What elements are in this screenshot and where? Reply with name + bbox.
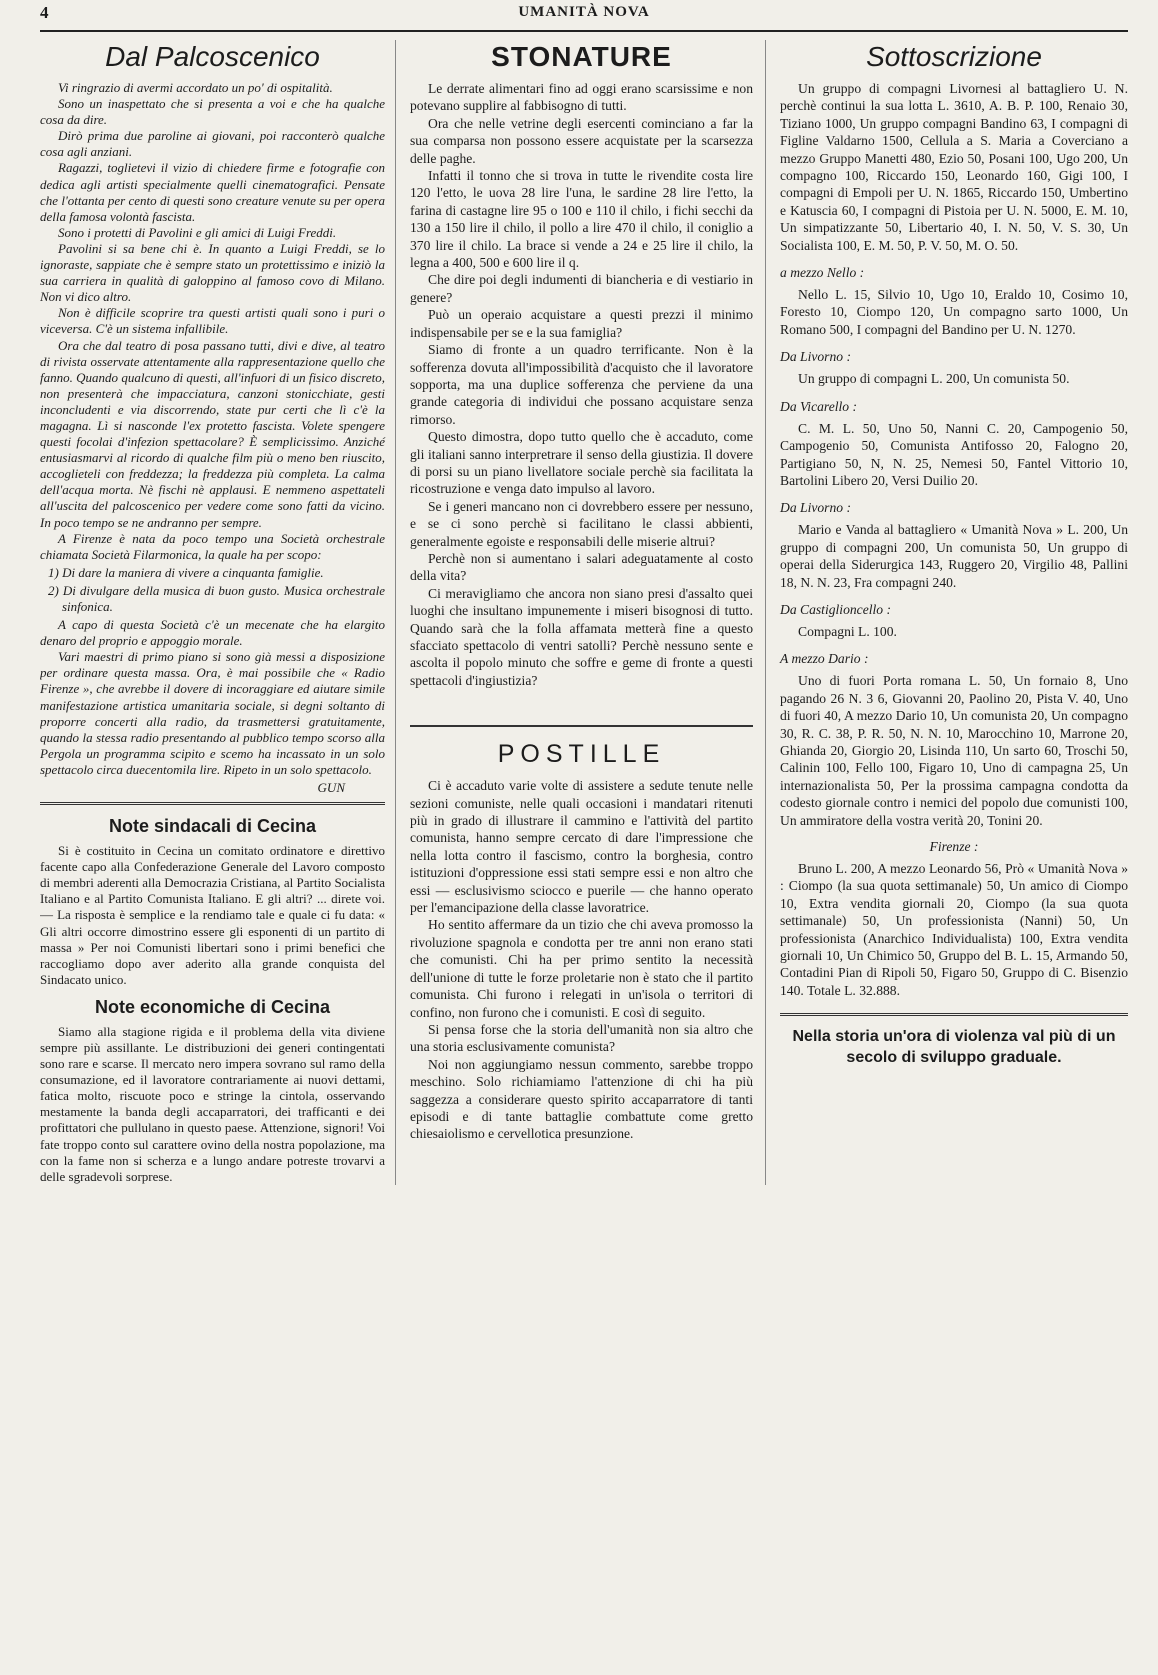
paragraph: Pavolini si sa bene chi è. In quanto a Luigi Freddi, se lo ignoraste, sappiate che è sempre stato un protettissimo e iniziò la sua carriera in qualità di galoppino al famoso covo di Milano. Non vi dico altro. xyxy=(40,240,385,305)
paragraph: Ragazzi, toglietevi il vizio di chiedere firme e fotografie con dedica agli artisti specialmente quelli cinematografici. Pensate che l'ottanta per cento di questi sono creature venute su per opera della famosa volontà fascista. xyxy=(40,160,385,224)
paragraph: Questo dimostra, dopo tutto quello che è accaduto, come gli italiani sanno interpretrare il senso della giustizia. Il dovere di porsi su un piano livellatore sociale perchè sia facilitata la ricostruzione e venga dato impulso al lavoro. xyxy=(410,429,753,497)
subscription-list: Bruno L. 200, A mezzo Leonardo 56, Prò « Umanità Nova » : Ciompo (la sua quota settimanale) 50, Un amico di Ciompo 10, Extra vendita giornali 20, Ciompo (la sua quota settimanale) 50, Un professionista (Nanni) 50, Un professionista (Anarchico Individualista) 100, Extra vendita giornali 10, Un Chimico 50, Gruppo del B. L. 15, Armando 50, Contadini Pian di Ripoli 50, Figaro 50, Gruppo di C. Bisenzio 140. Totale L. 32.888. xyxy=(780,861,1128,998)
paragraph: Ora che dal teatro di posa passano tutti, divi e dive, al teatro di rivista osservate attentamente alla rappresentazione quello che fanno. Quando qualcuno di questi, all'infuori di un fisico discreto, non presenterà che impacciatura, canzoni stonicchiate, gesti inconcludenti e via discorrendo, state pur certi che lì c'è la magagna. Lì si nasconde l'ex protetto fascista. Volete spengere questi focolai d'infezion spettacolare? È semplicissimo. Anziché entusiasmarvi al ricordo di qualche film più o meno ben riuscito, accoglieteli con freddezza; la freddezza più completa. La calma dell'acqua morta. Nè fischi nè applausi. E nemmeno aspettateli all'uscita del palcoscenico per vedere come sono fatti da vicino. In poco tempo se ne andranno per sempre. xyxy=(40,337,385,530)
article-heading-stonature: STONATURE xyxy=(491,41,672,72)
paragraph: Si pensa forse che la storia dell'umanità non sia altro che una storia esclusivamente comunista? xyxy=(410,1021,753,1055)
columns xyxy=(40,40,1128,1185)
column-center xyxy=(395,40,765,1185)
subscription-list: C. M. L. 50, Uno 50, Nanni C. 20, Campogenio 50, Campogenio 50, Comunista Antifosso 20, Falogno 20, Partigiano 50, N, N. 25, Nemesi 50, Fantel Vittorio 10, Bartolini Libero 20, Versi Duilio 20. xyxy=(780,420,1128,488)
group-label: A mezzo Dario : xyxy=(780,651,869,667)
article-heading-palcoscenico: Dal Palcoscenico xyxy=(105,41,320,72)
paragraph: Che dire poi degli indumenti di biancheria e di vestiario in genere? xyxy=(410,272,753,305)
article-heading-postille: POSTILLE xyxy=(497,740,666,769)
paragraph: Ora che nelle vetrine degli esercenti cominciano a far la sua comparsa non possono essere acquistate per la scarsezza delle paghe. xyxy=(410,115,753,166)
divider xyxy=(410,725,753,727)
paragraph: Ho sentito affermare da un tizio che chi aveva promosso la rivoluzione spagnola e condotta per tre anni non erano stati che comunisti. Chi ha per primo sentito la necessità dell'unione di tutte le forze proletarie non è stato che il partito comunista. Chi furono i relegati in un'isola o territori di confino, non furono che i comunisti. E così di seguito. xyxy=(410,917,753,1020)
group-label: Da Livorno : xyxy=(780,500,851,516)
group-label: Da Vicarello : xyxy=(780,398,858,414)
paragraph: Non è difficile scoprire tra questi artisti quali sono i puri o viceversa. C'è un sistema infallibile. xyxy=(40,305,385,337)
column-left xyxy=(40,40,395,1185)
divider xyxy=(40,802,385,805)
list-item: 2) Di divulgare della musica di buon gusto. Musica orchestrale sinfonica. xyxy=(48,582,385,614)
paragraph: Siamo di fronte a un quadro terrificante. Non è la sofferenza dovuta all'impossibilità d'acquisto che il lavoratore sopporta, ma una duplice sofferenza che perviene da una grande categoria di individui che possano acquistare senza rimorso. xyxy=(410,342,753,427)
group-label: Da Castiglioncello : xyxy=(780,601,892,617)
paragraph: Se i generi mancano non ci dovrebbero essere per nessuno, e se ci sono perchè si facilitano le classi abbienti, generalmente egoiste e responsabili delle miserie altrui? xyxy=(410,498,753,549)
paragraph: Noi non aggiungiamo nessun commento, sarebbe troppo meschino. Solo richiamiamo l'attenzione di chi ha più saggezza a considerare questo spirito accaparratore di tanti episodi e di tante battaglie combattute come gretto chiesaiolismo e cervellotica presunzione. xyxy=(410,1056,753,1142)
masthead xyxy=(40,0,1128,32)
article-heading-sottoscrizione: Sottoscrizione xyxy=(866,41,1042,72)
paragraph: Si è costituito in Cecina un comitato ordinatore e direttivo facente capo alla Confederazione Generale del Lavoro composto di membri aderenti alla Democrazia Cristiana, al Partito Socialista Italiano e al Partito Comunista Italiano. E gli altri? ... direte voi. — La risposta è semplice e la rendiamo tale e quale ci fu data: « Gli altri occorre dimostrino essere gli esponenti di un partito di massa » Per noi Comunisti libertari sono i primi benefici che raccogliamo dopo aver aderito alla grande conquista del Sindacato unico. xyxy=(40,843,385,987)
list-item: 1) Di dare la maniera di vivere a cinquanta famiglie. xyxy=(48,564,324,580)
group-label: Firenze : xyxy=(929,839,979,854)
subscription-list: Uno di fuori Porta romana L. 50, Un fornaio 8, Uno pagando 26 N. 3 6, Giovanni 20, Paolino 20, Pista V. 40, Uno di fuori 40, A mezzo Dario 10, Un comunista 20, Un compagno 30, R. C. 38, P. R. 50, N. N. 10, Marocchino 10, Marrone 20, Ghianda 20, Giorgio 20, Lisinda 110, Un sarto 60, Troschi 50, Calinin 100, Fello 100, Figaro 10, Uno di campagna 25, Un internazionalista 50, Per la prossima campagna condotta da codesto giornale contro i nemici del popolo due comunisti 100, Un ammiratore della vostra verità 20, Tonini 20. xyxy=(780,673,1128,828)
column-right xyxy=(765,40,1128,1185)
subscription-list: Mario e Vanda al battagliero « Umanità Nova » L. 200, Un gruppo di compagni 200, Un comunista 50, Un gruppo di operai della Siderurgica 143, Ruggero 20, Virgilio 48, Pallini 18, N. N. 23, Fra compagni 240. xyxy=(780,522,1128,590)
paragraph: Può un operaio acquistare a questi prezzi il minimo indispensabile per se e la sua famiglia? xyxy=(410,307,753,340)
paragraph: Sono un inaspettato che si presenta a voi e che ha qualche cosa da dire. xyxy=(40,96,385,128)
paragraph: Ci è accaduto varie volte di assistere a sedute tenute nelle sezioni comuniste, nelle quali occasioni i mandatari ritenuti più in grado di illustrare il cammino e l'attività del partito comunista, hanno sempre cercato di dare l'impressione che nella lotta contro il fascismo, contro la borghesia, contro istituzioni d'oppressione essi stati sempre essi e non altro che essi — esclusivismo sciocco e puerile — che hanno operato per l'emancipazione della classe lavoratrice. xyxy=(410,778,753,916)
paragraph: Le derrate alimentari fino ad oggi erano scarsissime e non potevano supplire al fabbisogno di tutti. xyxy=(410,81,753,114)
subscription-list: Nello L. 15, Silvio 10, Ugo 10, Eraldo 10, Cosimo 10, Foresto 10, Ciompo 120, Un compagno sarto 1000, Un Romano 500, I compagni del Bandino per U. N. 1270. xyxy=(780,287,1128,337)
article-heading-note-sindacali: Note sindacali di Cecina xyxy=(108,816,317,837)
paragraph: Vi ringrazio di avermi accordato un po' di ospitalità. xyxy=(58,80,333,95)
quote-box: Nella storia un'ora di violenza val più di un secolo di sviluppo graduale. xyxy=(780,1013,1128,1068)
paragraph: A Firenze è nata da poco tempo una Società orchestrale chiamata Società Filarmonica, la quale ha per scopo: xyxy=(40,530,385,562)
paragraph: Ci meravigliamo che ancora non siano presi d'assalto quei luoghi che insultano impunemente i miseri bisognosi di tutto. Quando sarà che la folla affamata metterà fine a questo sfacciato spettacolo di ventri satolli? Perchè nessuno sente e ascolta il popolo minuto che soffre e geme di fronte a questi spettacoli d'ingiustizia? xyxy=(410,585,753,688)
group-label: a mezzo Nello : xyxy=(780,265,865,281)
subscription-list: Un gruppo di compagni L. 200, Un comunista 50. xyxy=(798,371,1070,387)
signature: GUN xyxy=(317,780,345,796)
paragraph: Perchè non si aumentano i salari adeguatamente al costo della vita? xyxy=(410,550,753,584)
paragraph: Dirò prima due paroline ai giovani, poi racconterò qualche cosa agli anziani. xyxy=(40,128,385,160)
article-heading-note-economiche: Note economiche di Cecina xyxy=(94,996,331,1017)
paragraph: Vari maestri di primo piano si sono già messi a disposizione per ordinare questa massa. Ora, è mai possibile che « Radio Firenze », che avrebbe il dovere di incoraggiare ed aiutare simile manifestazione artistica umanitaria sociale, si degni soltanto di proporre concerti alla radio, da trasmettersi gratuitamente, quando la stessa radio presentando al pubblico tempo scorso alla Pergola un programma scipito e scemo ha incassato in un solo spettacolo circa duecentomila lire. Ripeto in un solo spettacolo. xyxy=(40,649,385,777)
paper-name: UMANITÀ NOVA xyxy=(518,4,650,20)
group-label: Da Livorno : xyxy=(780,349,851,365)
subscription-list: Un gruppo di compagni Livornesi al battagliero U. N. perchè continui la sua lotta L. 3610, A. B. P. 100, Renaio 30, Tiziano 1000, Un gruppo compagni Bandino 63, I compagni di Figline Valdarno 1500, Cellula a S. Maria a Coverciano a mezzo Gruppo Manetti 480, Ezio 50, Posani 100, Ugo 200, Un compagno 100, Riccardo 150, Leonardo 160, Gigi 100, I compagni di Empoli per U. N. 1865, Riccardo 150, Umbertino e Katuscia 60, I compagni di Pistoia per U. N. 5000, E. M. 10, Un simpatizzante 50, Libertario 40, I. N. 50, V. S. 30, Un Socialista 100, E. M. 50, P. V. 50, M. O. 50. xyxy=(780,81,1128,253)
subscription-list: Compagni L. 100. xyxy=(798,623,897,639)
paragraph: A capo di questa Società c'è un mecenate che ha elargito denaro del proprio e appoggio morale. xyxy=(40,617,385,649)
paragraph: Infatti il tonno che si trova in tutte le rivendite costa lire 120 l'etto, le uova 28 lire l'una, le sardine 28 lire l'etto, la farina di castagne lire 95 o 100 e 110 il chilo, i fichi secchi da 130 a 150 lire il chilo, il pollo a lire 470 il chilo, il coniglio a 370 lire il chilo. La brace si vende a 24 e 25 lire il chilo, la legna a 400, 500 e 600 lire il q. xyxy=(410,168,753,271)
paragraph: Sono i protetti di Pavolini e gli amici di Luigi Freddi. xyxy=(58,224,337,240)
page-number: 4 xyxy=(40,3,49,22)
paragraph: Siamo alla stagione rigida e il problema della vita diviene sempre più assillante. Le distribuzioni dei generi contingentati sono rare e scarse. Il mercato nero impera sovrano sul ramo della consumazione, ed il lavoratore contrariamente ai nuovi dettami, fatica molto, riscuote poco e stringe la cintola, osservando mestamente la banda degli accaparratori, dei trafficanti e dei profittatori che pullulano in questo paese. Attenzione, signori! Voi fate troppo conto sul carattere ovino della nostra popolazione, ma con la fame non si scherza e a lungo andare potreste trovarvi a delle sgradevoli sorprese. xyxy=(40,1023,385,1184)
